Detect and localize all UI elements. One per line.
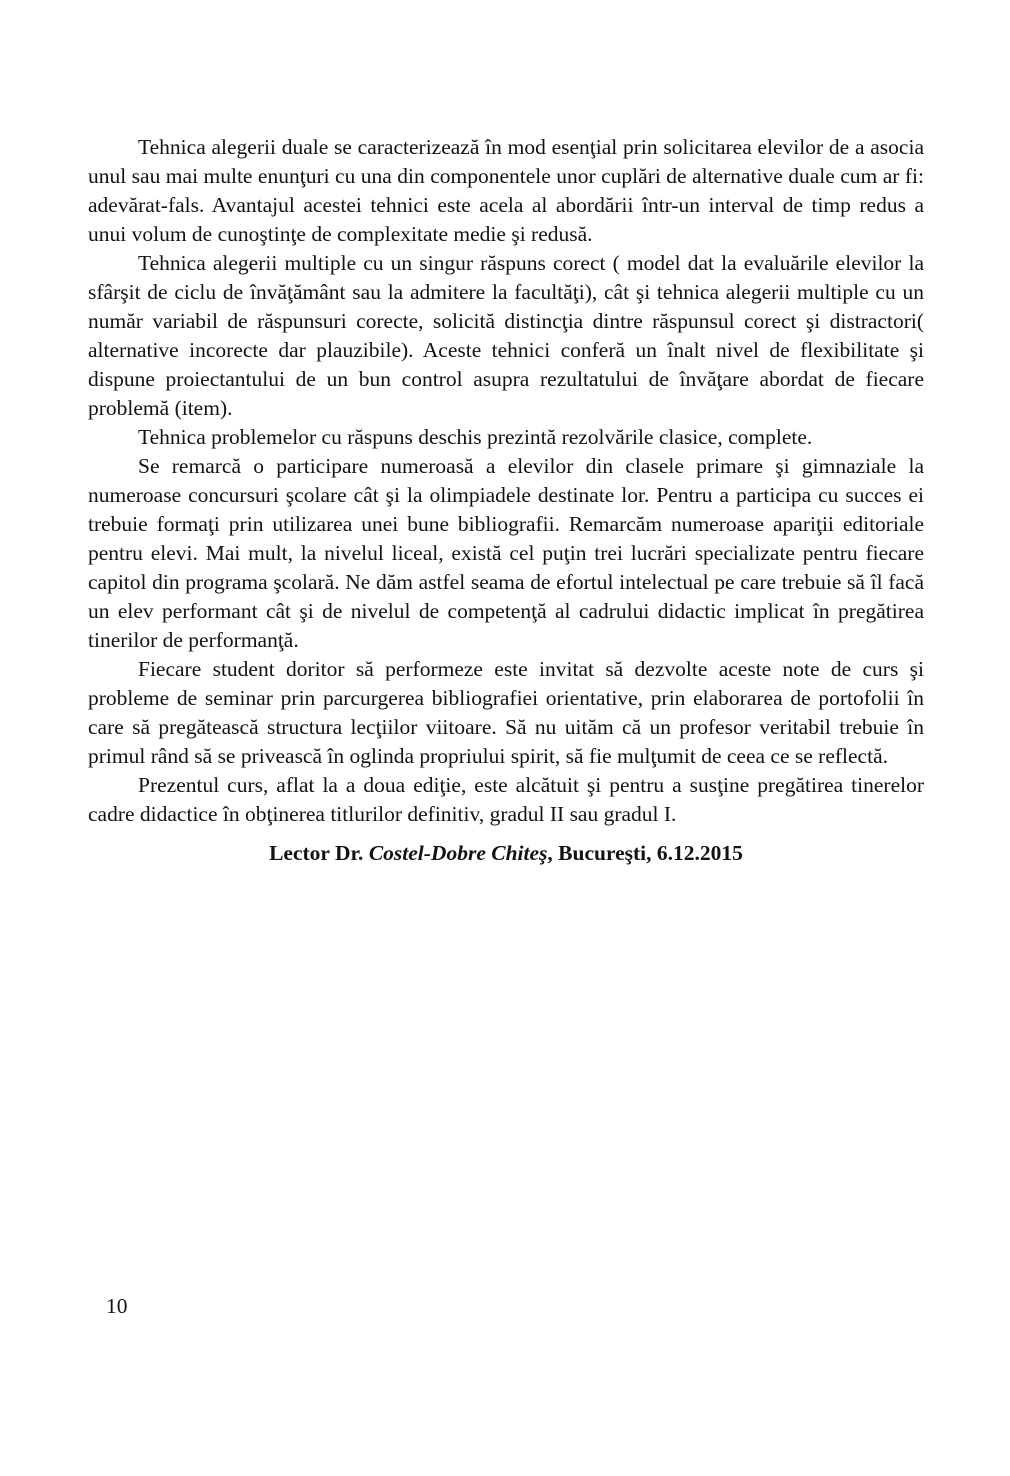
paragraph-student-participation: Se remarcă o participare numeroasă a elevilor din clasele primare şi gimnaziale la numeroase concursuri şcolare cât şi la olimpiadele destinate lor. Pentru a participa cu succes ei trebuie formaţi prin utilizarea unei bune bibliografii. Remarcăm numeroase apariţii editoriale pentru elevi. Mai mult, la nivelul liceal, există cel puţin trei lucrări specializate pentru fiecare capitol din programa şcolară. Ne dăm astfel seama de efortul intelectual pe care trebuie să îl facă un elev performant cât şi de nivelul de competenţă al cadrului didactic implicat în pregătirea tinerilor de performanţă. xyxy=(88,454,924,652)
signature-title: Lector Dr. xyxy=(269,841,369,865)
paragraph-open-answer-technique: Tehnica problemelor cu răspuns deschis prezintă rezolvările clasice, complete. xyxy=(138,425,813,449)
paragraph-multiple-choice-technique: Tehnica alegerii multiple cu un singur răspuns corect ( model dat la evaluările elevilor la sfârşit de ciclu de învăţământ sau la admitere la facultăţi), cât şi tehnica alegerii multiple cu un număr variabil de răspunsuri corecte, solicită distincţia dintre răspunsul corect şi distractori( alternative incorecte dar plauzibile). Aceste tehnici conferă un înalt nivel de flexibilitate şi dispune proiectantului de un bun control asupra rezultatului de învăţare abordat de fiecare problemă (item). xyxy=(88,251,924,420)
paragraph-student-invitation: Fiecare student doritor să performeze este invitat să dezvolte aceste note de curs şi probleme de seminar prin parcurgerea bibliografiei orientative, prin elaborarea de portofolii în care să pregătească structura lecţiilor viitoare. Să nu uităm că un profesor veritabil trebuie în primul rând să se privească în oglinda propriului spirit, să fie mulţumit de ceea ce se reflectă. xyxy=(88,657,924,768)
signature-line xyxy=(88,837,924,869)
paragraph-dual-choice-technique: Tehnica alegerii duale se caracterizează în mod esenţial prin solicitarea elevilor de a asocia unul sau mai multe enunţuri cu una din componentele unor cuplări de alternative duale cum ar fi: adevărat-fals. Avantajul acestei tehnici este acela al abordării într-un interval de timp redus a unui volum de cunoştinţe de complexitate medie şi redusă. xyxy=(88,135,924,246)
paragraph-course-purpose: Prezentul curs, aflat la a doua ediţie, este alcătuit şi pentru a susţine pregătirea tinerelor cadre didactice în obţinerea titlurilor definitiv, gradul II sau gradul I. xyxy=(88,773,924,826)
text-block xyxy=(88,133,924,869)
signature-location-date: , Bucureşti, 6.12.2015 xyxy=(547,841,743,865)
page-number: 10 xyxy=(106,1294,128,1318)
signature-author-name: Costel-Dobre Chiteş xyxy=(368,841,548,865)
